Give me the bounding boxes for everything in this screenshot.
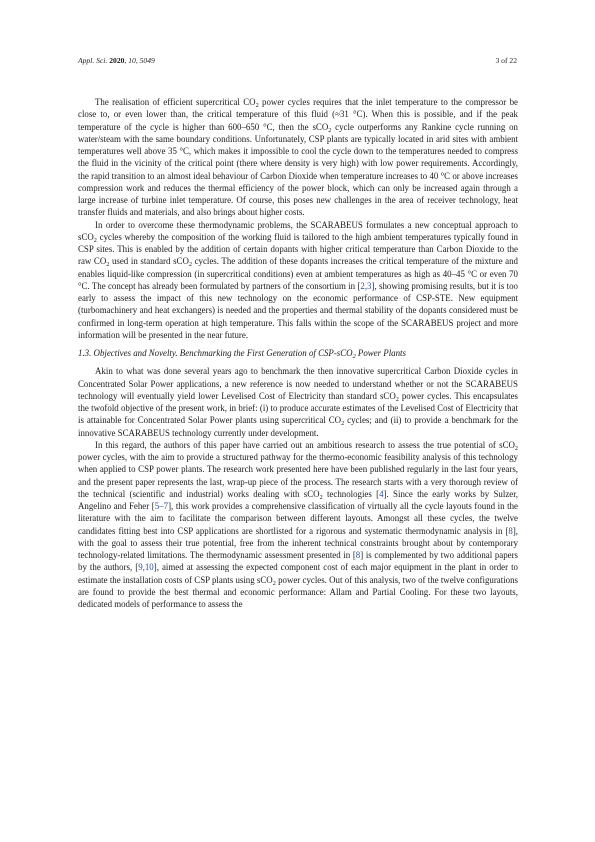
body-text <box>78 96 518 610</box>
running-header <box>78 56 517 68</box>
section-title: Objectives and Novelty. Benchmarking the First Generation of CSP-sCO$_2$ Power Plants <box>93 348 406 360</box>
page-number: 3 of 22 <box>495 56 517 65</box>
paragraph: In order to overcome these thermodynamic problems, the SCARABEUS formulates a new conceptual approach to sCO$_2$ cycles whereby the composition of the working fluid is tailored to the high ambient temperatures typically found in CSP sites. This is enabled by the addition of certain dopants with higher critical temperature than Carbon Dioxide to the raw $CO_2$ used in standard sCO$_2$ cycles. The addition of these dopants increases the critical temperature of the mixture and enables liquid-like compression (in supercritical conditions) even at ambient temperatures as high as 40–45 °C or even 70 °C. The concept has already been formulated by partners of the consortium in [2,3], showing promising results, but it is too early to assess the impact of this new technology on the economic performance of CSP-STE. New equipment (turbomachinery and heat exchangers) is needed and the properties and thermal stability of the dopants considered must be confirmed in long-term operation at high temperature. This falls within the scope of the SCARABEUS project and more information will be presented in the near future. <box>78 219 518 340</box>
section-heading <box>78 347 518 359</box>
journal-citation: Appl. Sci. 2020, 10, 5049 <box>78 56 155 65</box>
paragraph: Akin to what was done several years ago to benchmark the then innovative supercritical Carbon Dioxide cycles in Concentrated Solar Power applications, a new reference is now needed to understand whether or not the SCARABEUS technology will eventually yield lower Levelised Cost of Electricity than standard sCO$_2$ power cycles. This encapsulates the twofold objective of the present work, in brief: (i) to produce accurate estimates of the Levelised Cost of Electricity that is attainable for Concentrated Solar Power plants using supercritical $CO_2$ cycles; and (ii) to provide a benchmark for the innovative SCARABEUS technology currently under development. <box>78 366 518 438</box>
paragraph: In this regard, the authors of this paper have carried out an ambitious research to assess the true potential of sCO$_2$ power cycles, with the aim to provide a structured pathway for the thermo-economic feasibility analysis of this technology when applied to CSP power plants. The research work presented here have been published regularly in the last four years, and the present paper represents the last, wrap-up piece of the process. The research starts with a very thorough review of the technical (scientific and industrial) works dealing with sCO$_2$ technologies [4]. Since the early works by Sulzer, Angelino and Feher [5–7], this work provides a comprehensive classification of virtually all the cycle layouts found in the literature with the aim to facilitate the comparison between different layouts. Amongst all these cycles, the twelve candidates fitting best into CSP applications are shortlisted for a rigorous and systematic thermodynamic analysis in [8], with the goal to assess their true potential, free from the inherent technical constraints brought about by contemporary technology-related limitations. The thermodynamic assessment presented in [8] is complemented by two additional papers by the authors, [9,10], aimed at assessing the expected component cost of each major equipment in the plant in order to estimate the installation costs of CSP plants using sCO$_2$ power cycles. Out of this analysis, two of the twelve configurations are found to provide the best thermal and economic performance: Allam and Partial Cooling. For these two layouts, dedicated models of performance to assess the <box>78 439 519 609</box>
section-number: 1.3. <box>78 348 92 358</box>
paragraph: The realisation of efficient supercritical $CO_2$ power cycles requires that the inlet temperature to the compressor be close to, or even lower than, the critical temperature of this fluid (≈31 °C). When this is possible, and if the peak temperature of the cycle is higher than 600–650 °C, then the sCO$_2$ cycle outperforms any Rankine cycle running on water/steam with the same boundary conditions. Unfortunately, CSP plants are typically located in arid sites with ambient temperatures well above 35 °C, which makes it impossible to cool the cycle down to the temperatures needed to compress the fluid in the vicinity of the critical point (there where density is very high) with low power requirements. Accordingly, the rapid transition to an almost ideal behaviour of Carbon Dioxide when temperature increases to 40 °C or above increases compression work and reduces the thermal efficiency of the power block, which can only be increased again through a large increase of turbine inlet temperature. Of course, this poses new challenges in the area of receiver technology, heat transfer fluids and materials, and also brings about higher costs. <box>78 97 519 218</box>
